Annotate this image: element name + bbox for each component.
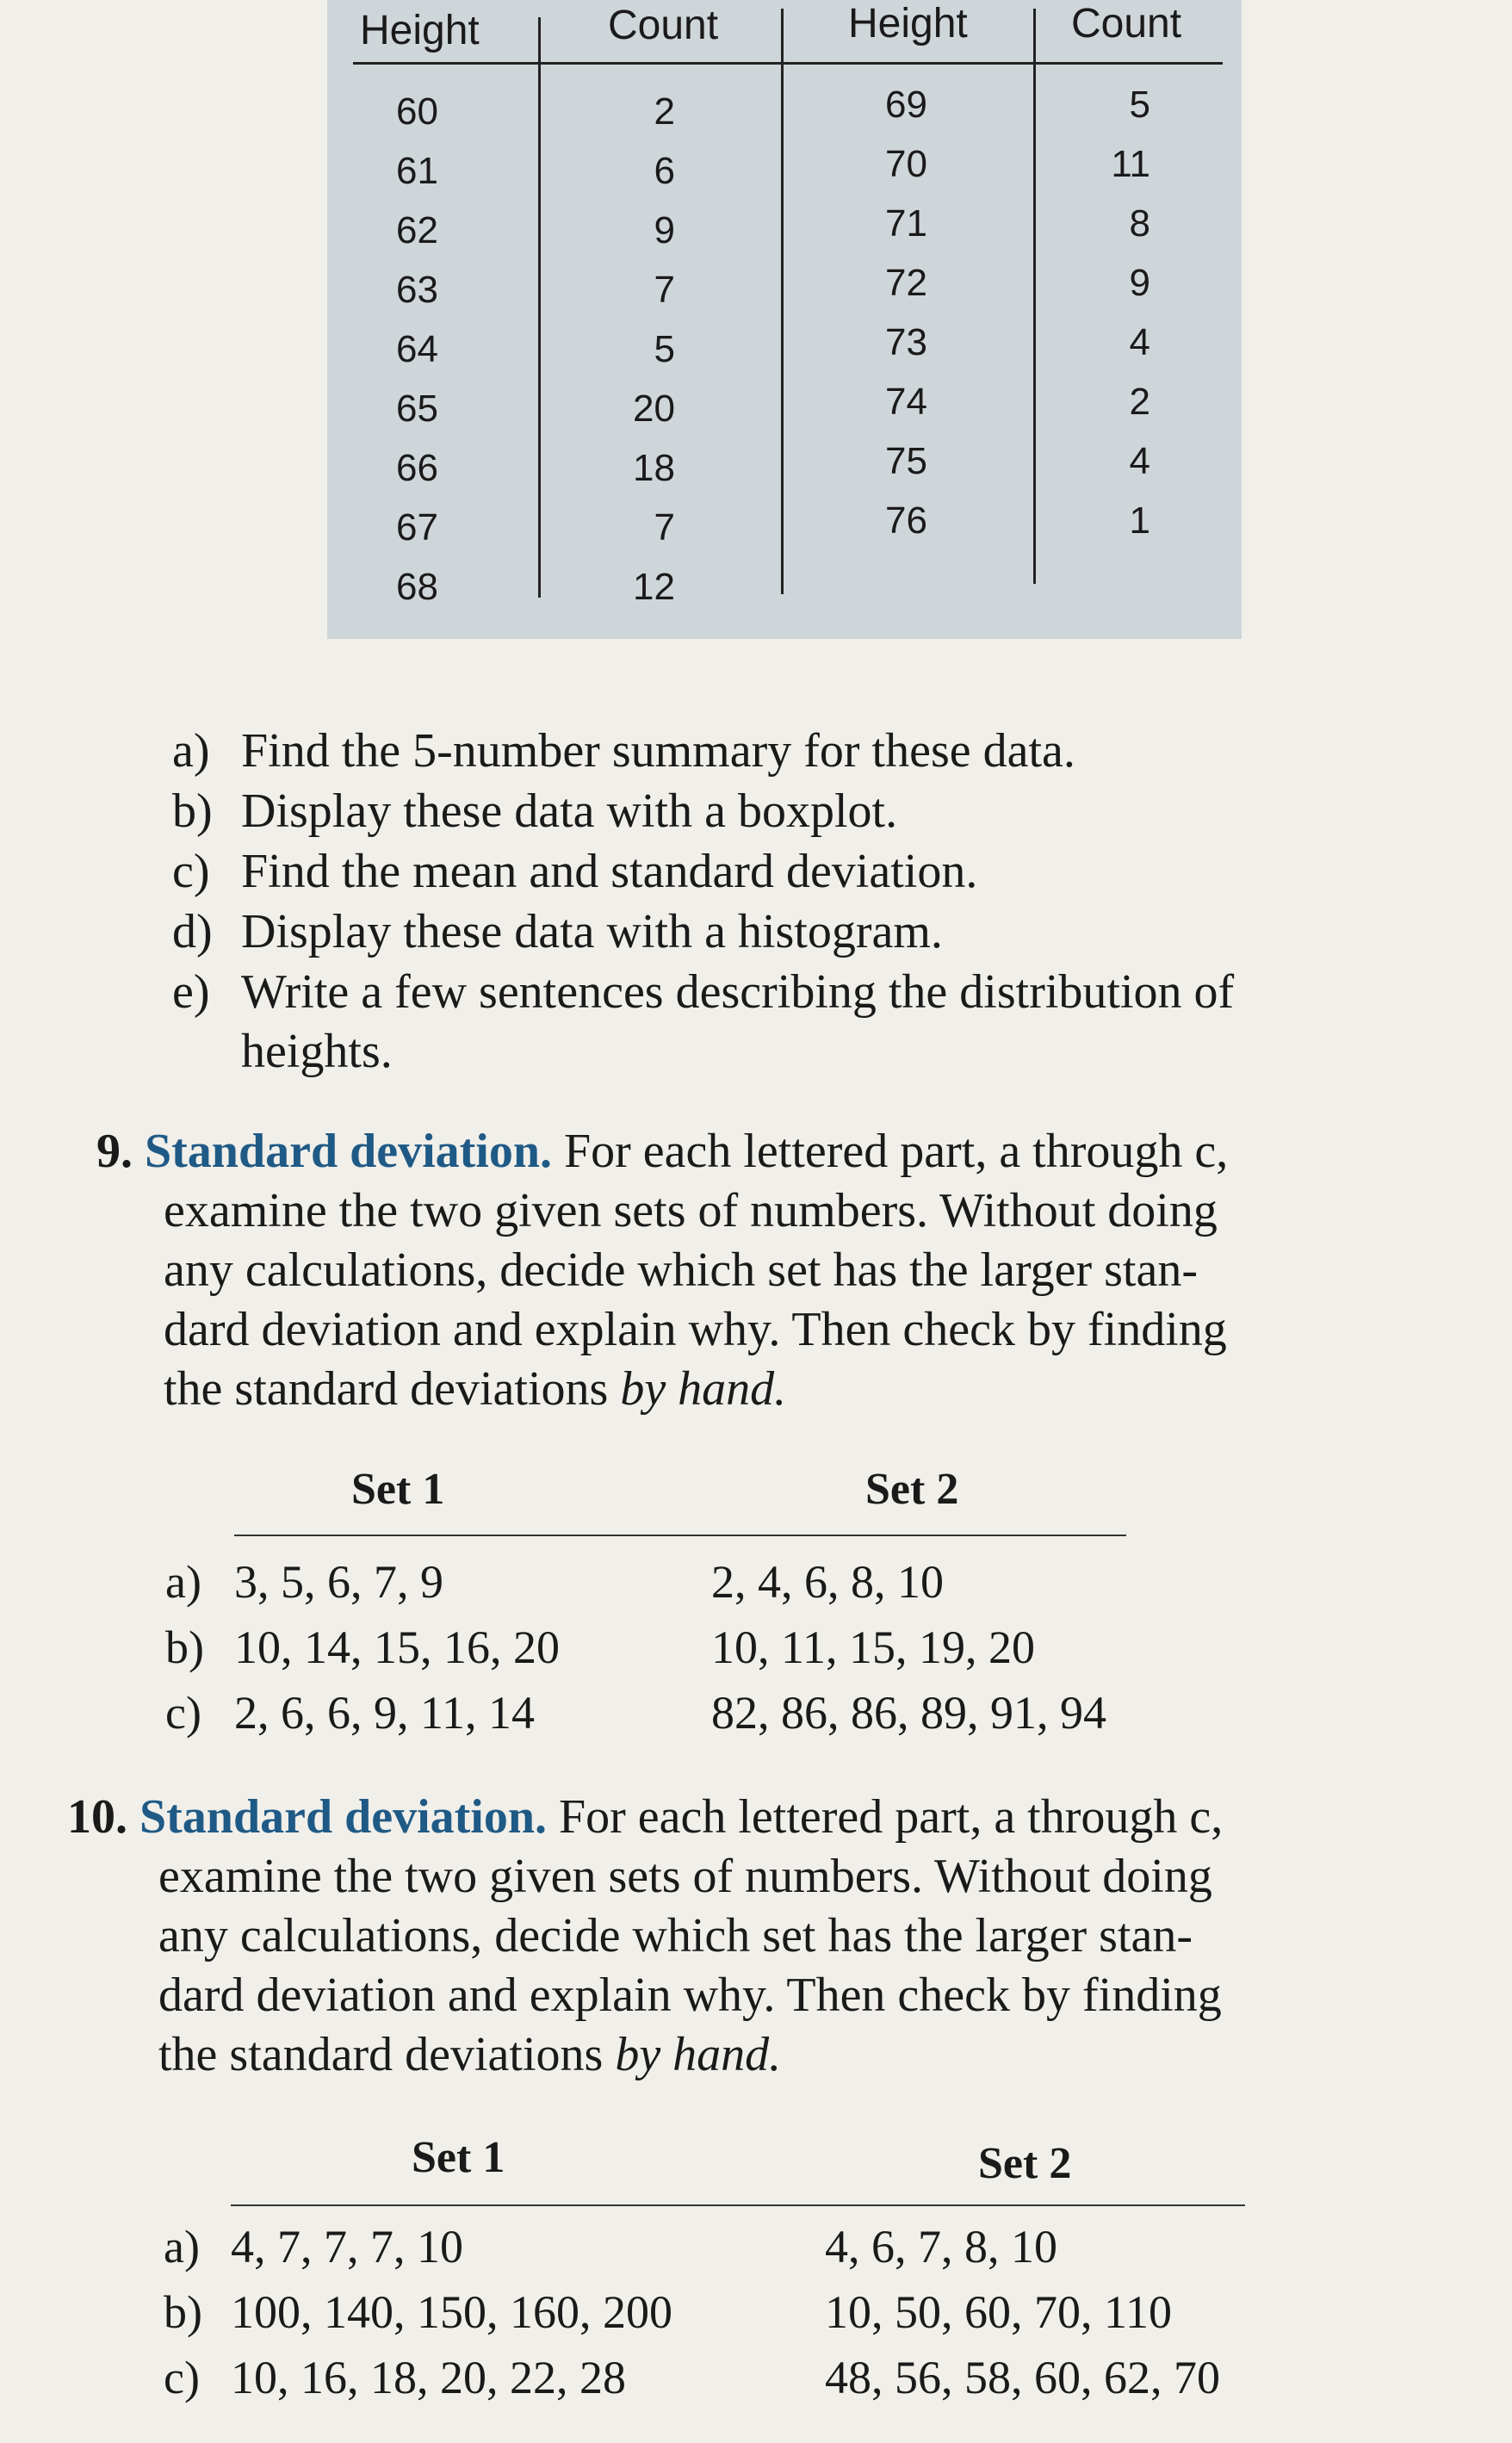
set2-values: 10, 11, 15, 19, 20 xyxy=(711,1621,1035,1673)
table-height-cell: 60 xyxy=(396,90,438,133)
set-row-label: a) xyxy=(165,1556,201,1608)
table-count-cell: 4 xyxy=(1129,321,1150,363)
q9-set2-header: Set 2 xyxy=(865,1465,959,1514)
header-count-2: Count xyxy=(1071,1,1182,47)
set1-values: 3, 5, 6, 7, 9 xyxy=(234,1556,443,1608)
table-count-cell: 1 xyxy=(1129,499,1150,542)
set1-values: 100, 140, 150, 160, 200 xyxy=(231,2286,672,2338)
q10-line-5-text: the standard deviations xyxy=(158,2028,616,2081)
set-row-label: b) xyxy=(164,2286,202,2338)
table-height-cell: 68 xyxy=(396,566,438,608)
table-count-cell: 9 xyxy=(1129,262,1150,304)
table-height-cell: 72 xyxy=(885,262,927,304)
q9-line-3: any calculations, decide which set has the larger stan- xyxy=(164,1243,1198,1297)
table-divider-1 xyxy=(538,17,541,598)
table-count-cell: 9 xyxy=(654,209,675,251)
table-height-cell: 64 xyxy=(396,328,438,370)
q10-set2-header: Set 2 xyxy=(978,2139,1072,2188)
table-count-cell: 7 xyxy=(654,506,675,549)
table-height-cell: 75 xyxy=(885,440,927,482)
set2-values: 48, 56, 58, 60, 62, 70 xyxy=(825,2352,1220,2403)
table-count-cell: 18 xyxy=(633,447,675,489)
table-height-cell: 66 xyxy=(396,447,438,489)
part-text: Display these data with a boxplot. xyxy=(241,784,898,838)
set-row-label: c) xyxy=(165,1687,201,1739)
q10-line-5 xyxy=(67,2025,1410,2085)
header-height-2: Height xyxy=(848,1,968,47)
q10-set1-header: Set 1 xyxy=(412,2133,505,2182)
table-count-cell: 20 xyxy=(633,388,675,430)
header-count-1: Count xyxy=(608,3,719,48)
part-item xyxy=(172,902,1395,962)
q9-line-2: examine the two given sets of numbers. Without doing xyxy=(164,1184,1218,1237)
table-height-cell: 74 xyxy=(885,381,927,423)
q9-line-5 xyxy=(96,1360,1388,1419)
part-label: d) xyxy=(172,905,213,958)
table-height-cell: 76 xyxy=(885,499,927,542)
q9-line-5-text: the standard deviations xyxy=(164,1362,621,1416)
table-count-cell: 12 xyxy=(633,566,675,608)
set-row-label: a) xyxy=(164,2221,200,2272)
set2-values: 82, 86, 86, 89, 91, 94 xyxy=(711,1687,1106,1739)
set1-values: 10, 16, 18, 20, 22, 28 xyxy=(231,2352,626,2403)
set-row-label: b) xyxy=(165,1621,204,1673)
part-text: Display these data with a histogram. xyxy=(241,905,943,958)
q9-sets-rule xyxy=(234,1535,1126,1536)
set-row-label: c) xyxy=(164,2352,200,2403)
part-continuation: heights. xyxy=(241,1025,393,1078)
q9-line-1: For each lettered part, a through c, xyxy=(564,1125,1229,1178)
part-label: c) xyxy=(172,845,210,898)
part-text: Find the 5-number summary for these data. xyxy=(241,724,1075,778)
table-count-cell: 8 xyxy=(1129,202,1150,245)
table-height-cell: 67 xyxy=(396,506,438,549)
q10-sets-rule xyxy=(231,2204,1245,2206)
table-height-cell: 61 xyxy=(396,150,438,192)
set1-values: 2, 6, 6, 9, 11, 14 xyxy=(234,1687,535,1739)
part-text: Find the mean and standard deviation. xyxy=(241,845,978,898)
q10-line-4: dard deviation and explain why. Then check by finding xyxy=(158,1969,1222,2022)
table-count-cell: 2 xyxy=(1129,381,1150,423)
table-count-cell: 5 xyxy=(1129,84,1150,126)
set2-values: 2, 4, 6, 8, 10 xyxy=(711,1556,944,1608)
q10-line-3: any calculations, decide which set has the larger stan- xyxy=(158,1909,1193,1962)
table-divider-3 xyxy=(1033,9,1036,584)
part-item xyxy=(172,782,1395,841)
part-label: e) xyxy=(172,965,210,1019)
q10-line-5-emphasis: by hand. xyxy=(615,2028,782,2081)
table-count-cell: 11 xyxy=(1111,143,1150,185)
table-height-cell: 65 xyxy=(396,388,438,430)
part-label: b) xyxy=(172,784,213,838)
table-count-cell: 5 xyxy=(654,328,675,370)
q9-set1-header: Set 1 xyxy=(351,1465,445,1514)
q10-line-1: For each lettered part, a through c, xyxy=(559,1790,1224,1844)
q10-line-2: examine the two given sets of numbers. Without doing xyxy=(158,1850,1212,1903)
q9-number: 9. xyxy=(96,1125,133,1178)
q10-heading: Standard deviation. xyxy=(139,1790,547,1844)
table-header-rule xyxy=(353,62,1223,65)
set1-values: 4, 7, 7, 7, 10 xyxy=(231,2221,463,2272)
set2-values: 4, 6, 7, 8, 10 xyxy=(825,2221,1057,2272)
table-count-cell: 4 xyxy=(1129,440,1150,482)
table-height-cell: 71 xyxy=(885,202,927,245)
q9-line-5-emphasis: by hand. xyxy=(620,1362,787,1416)
q9-heading: Standard deviation. xyxy=(145,1125,552,1178)
table-height-cell: 73 xyxy=(885,321,927,363)
part-item xyxy=(172,722,1395,781)
part-label: a) xyxy=(172,724,210,778)
part-text: Write a few sentences describing the distribution of xyxy=(241,965,1235,1019)
part-item xyxy=(172,842,1395,902)
table-count-cell: 6 xyxy=(654,150,675,192)
height-count-table xyxy=(327,0,1242,639)
table-count-cell: 7 xyxy=(654,269,675,311)
q9-paragraph xyxy=(96,1122,1388,1419)
table-height-cell: 63 xyxy=(396,269,438,311)
table-divider-2 xyxy=(781,9,784,594)
q10-paragraph xyxy=(67,1788,1410,2085)
part-item xyxy=(172,963,1395,1022)
table-height-cell: 70 xyxy=(885,143,927,185)
q10-number: 10. xyxy=(67,1790,127,1844)
table-height-cell: 62 xyxy=(396,209,438,251)
header-height-1: Height xyxy=(360,8,480,53)
table-height-cell: 69 xyxy=(885,84,927,126)
table-count-cell: 2 xyxy=(654,90,675,133)
q9-line-4: dard deviation and explain why. Then check by finding xyxy=(164,1303,1227,1356)
set2-values: 10, 50, 60, 70, 110 xyxy=(825,2286,1172,2338)
set1-values: 10, 14, 15, 16, 20 xyxy=(234,1621,560,1673)
